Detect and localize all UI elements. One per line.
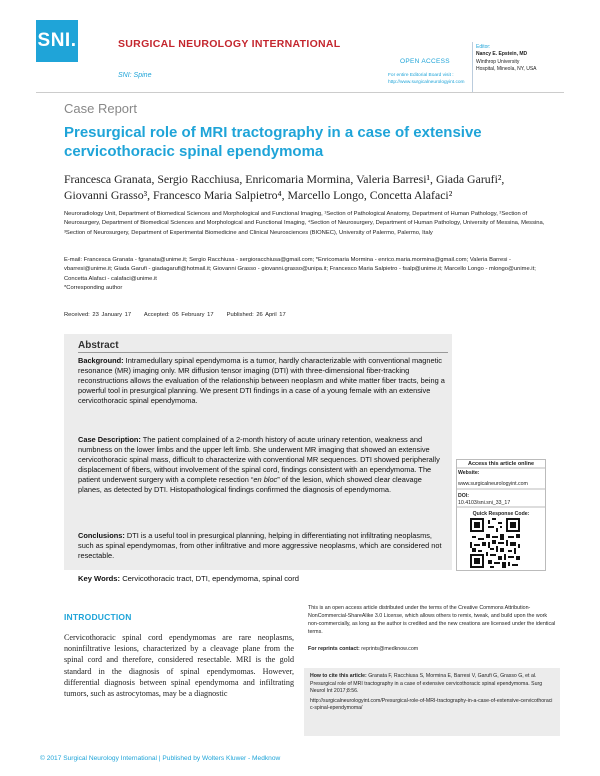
citation-text: Granata F, Racchiusa S, Mormina E, Barresi V, Garufi G, Grasso G, et al. Presurgical role of MRI tractography in a case of extensive cervicothoracic spinal ependymoma. Surg Neurol Int 2017;8:56. xyxy=(310,673,543,695)
published-date: Published: 26 April 17 xyxy=(226,312,286,318)
reprints-info xyxy=(308,646,556,652)
editor-affiliation: Winthrop University xyxy=(476,58,520,65)
editor-affiliation: Hospital, Mineola, NY, USA xyxy=(476,66,537,73)
authors-line: Giovanni Grasso³, Francesco Maria Salpietro⁴, Marcello Longo, Concetta Alafaci² xyxy=(64,188,453,202)
emails-text: E-mail: Francesca Granata - fgranata@unime.it; Sergio Racchiusa - sergioracchiusa@gmail.com; *Enricomaria Mormina - enrico.maria.mormina@gmail.com; Valeria Barresi - vbarresi@unime.it; Giada Garufi - giadagarufi@hotmail.it; Giovanni Grasso - giovanni.grasso@unipa.it; Francesco Maria Salpietro - fsalp@unime.it; Marcello Longo - mlongo@unime.it; Concetta Alafaci - calafaci@unime.it xyxy=(64,257,536,282)
website-link[interactable]: www.surgicalneurologyint.com xyxy=(458,481,528,487)
qr-code xyxy=(470,518,520,568)
background-text: Intramedullary spinal ependymoma is a tumor, hardly characterizable with conventional magnetic resonance (MR) imaging only. MR diffusion tensor imaging (DTI) with three-dimensional fiber-tracking reconstructions allows the evaluation of the relationship between neoplasm and white matter fiber tracts, being a powerful tool in presurgical planning. We present DTI findings in a case of a young female with an extensive cervicothoracic spinal ependymoma. xyxy=(78,356,445,405)
header-divider xyxy=(472,42,473,92)
header-rule xyxy=(36,92,564,93)
introduction-text: Cervicothoracic spinal cord ependymomas are rare neoplasms, noninfiltrative lesions, characterized by a cleavage plane from the spinal cord and therefore, considered resectable. MRI is the gold standard in the diagnosis of spinal ependymomas. However, differential diagnosis between spinal ependymoma and infiltrating tumors, such as astrocytomas, may be a diagnostic xyxy=(64,633,294,699)
access-details xyxy=(458,470,544,518)
article-title: Presurgical role of MRI tractography in a case of extensive cervicothoracic spinal ependymoma xyxy=(64,124,482,160)
editorial-board-text: For entire Editorial Board visit : xyxy=(388,73,454,78)
abstract-case xyxy=(78,435,446,494)
keywords-label: Key Words: xyxy=(78,574,121,583)
journal-name: SURGICAL NEUROLOGY INTERNATIONAL xyxy=(118,38,341,50)
keywords xyxy=(78,574,446,583)
case-italic: en bloc xyxy=(253,474,278,484)
citation-url[interactable]: http://surgicalneurologyint.com/Presurgical-role-of-MRI-tractography-in-a-case-of-extensive-cervicothoracic-spinal-ependymoma/ xyxy=(310,697,553,712)
affiliations: Neuroradiology Unit, Department of Biomedical Sciences and Morphological and Functional Imaging, ¹Section of Pathological Anatomy, Department of Human Pathology, ²Section of Neurosurgery, Department of Biomedical Sciences and Morphological and Functional Imaging, ⁴Section of Neurosurgery, Department of Human Pathology, University of Messina, Messina, ³Section of Neurosurgery, Department of Experimental Biomedicine and Clinical Neurosciences (BIONEC), University of Palermo, Palermo, Italy xyxy=(64,211,545,236)
introduction-heading: INTRODUCTION xyxy=(64,612,132,622)
background-label: Background: xyxy=(78,356,124,365)
license-text: This is an open access article distributed under the terms of the Creative Commons Attribution-NonCommercial-ShareAlike 3.0 License, which allows others to remix, tweak, and build upon the work non-commercially, as long as the author is credited and the new creations are licensed under the identical terms. xyxy=(308,605,556,635)
website-label: Website: xyxy=(458,470,480,476)
page-footer: © 2017 Surgical Neurology International | Published by Wolters Kluwer - Medknow xyxy=(40,755,281,762)
editorial-board-url[interactable]: http://www.surgicalneurologyint.com xyxy=(388,80,465,85)
received-date: Received: 23 January 17 xyxy=(64,312,132,318)
case-text: The patient complained of a 2-month history of acute urinary retention, weakness and numbness on the lower limbs and the upper left limb. She underwent MR imaging that showed an extensive cervicothoracic spinal mass, difficult to characterize with conventional MR sequences. DTI showed peripherally displacement of fibers, without involvement of the spinal cord, findings consistent with an ependymoma. The patient underwent surgery with a complete resection “ xyxy=(78,435,440,484)
article-dates xyxy=(64,312,286,318)
conclusions-text: DTI is a useful tool in presurgical planning, helping in differentiating not infiltrating neoplasms, such as spinal ependymomas, from other infiltrative and more aggressive neoplasms, which are considered not resectable. xyxy=(78,531,442,560)
citation xyxy=(310,673,554,713)
conclusions-label: Conclusions: xyxy=(78,531,125,540)
editor-info xyxy=(476,44,586,74)
editor-label: Editor: xyxy=(476,44,491,50)
article-type: Case Report xyxy=(64,101,137,116)
doi-value[interactable]: 10.4103/sni.sni_33_17 xyxy=(458,500,511,506)
reprints-email[interactable]: reprints@medknow.com xyxy=(361,646,419,652)
journal-logo: SNI. xyxy=(36,20,78,62)
case-text-end: ” of the lesion, which showed clear cleavage planes, as detected by DTI. Histopathological findings confirmed the diagnosis of ependymoma. xyxy=(78,474,422,494)
author-list xyxy=(64,171,554,203)
journal-section: SNI: Spine xyxy=(118,72,152,79)
open-access-label: OPEN ACCESS xyxy=(400,58,450,65)
qr-label: Quick Response Code: xyxy=(472,511,530,517)
case-label: Case Description: xyxy=(78,435,141,444)
editor-name: Nancy E. Epstein, MD xyxy=(476,51,528,58)
abstract-conclusions xyxy=(78,531,446,561)
reprints-label: For reprints contact: xyxy=(308,646,360,652)
author-emails xyxy=(64,256,554,294)
access-title: Access this article online xyxy=(467,461,535,467)
abstract-background xyxy=(78,356,446,406)
keywords-text: Cervicothoracic tract, DTI, ependymoma, spinal cord xyxy=(122,574,300,583)
abstract-heading: Abstract xyxy=(78,340,119,351)
authors-line: Francesca Granata, Sergio Racchiusa, Enricomaria Mormina, Valeria Barresi¹, Giada Garufi², xyxy=(64,172,505,186)
citation-label: How to cite this article: xyxy=(310,673,367,679)
accepted-date: Accepted: 05 February 17 xyxy=(143,312,214,318)
doi-label: DOI: xyxy=(458,493,469,499)
abstract-rule xyxy=(78,352,448,353)
editorial-board-link[interactable] xyxy=(388,72,470,86)
corresponding-author: *Corresponding author xyxy=(64,285,123,292)
